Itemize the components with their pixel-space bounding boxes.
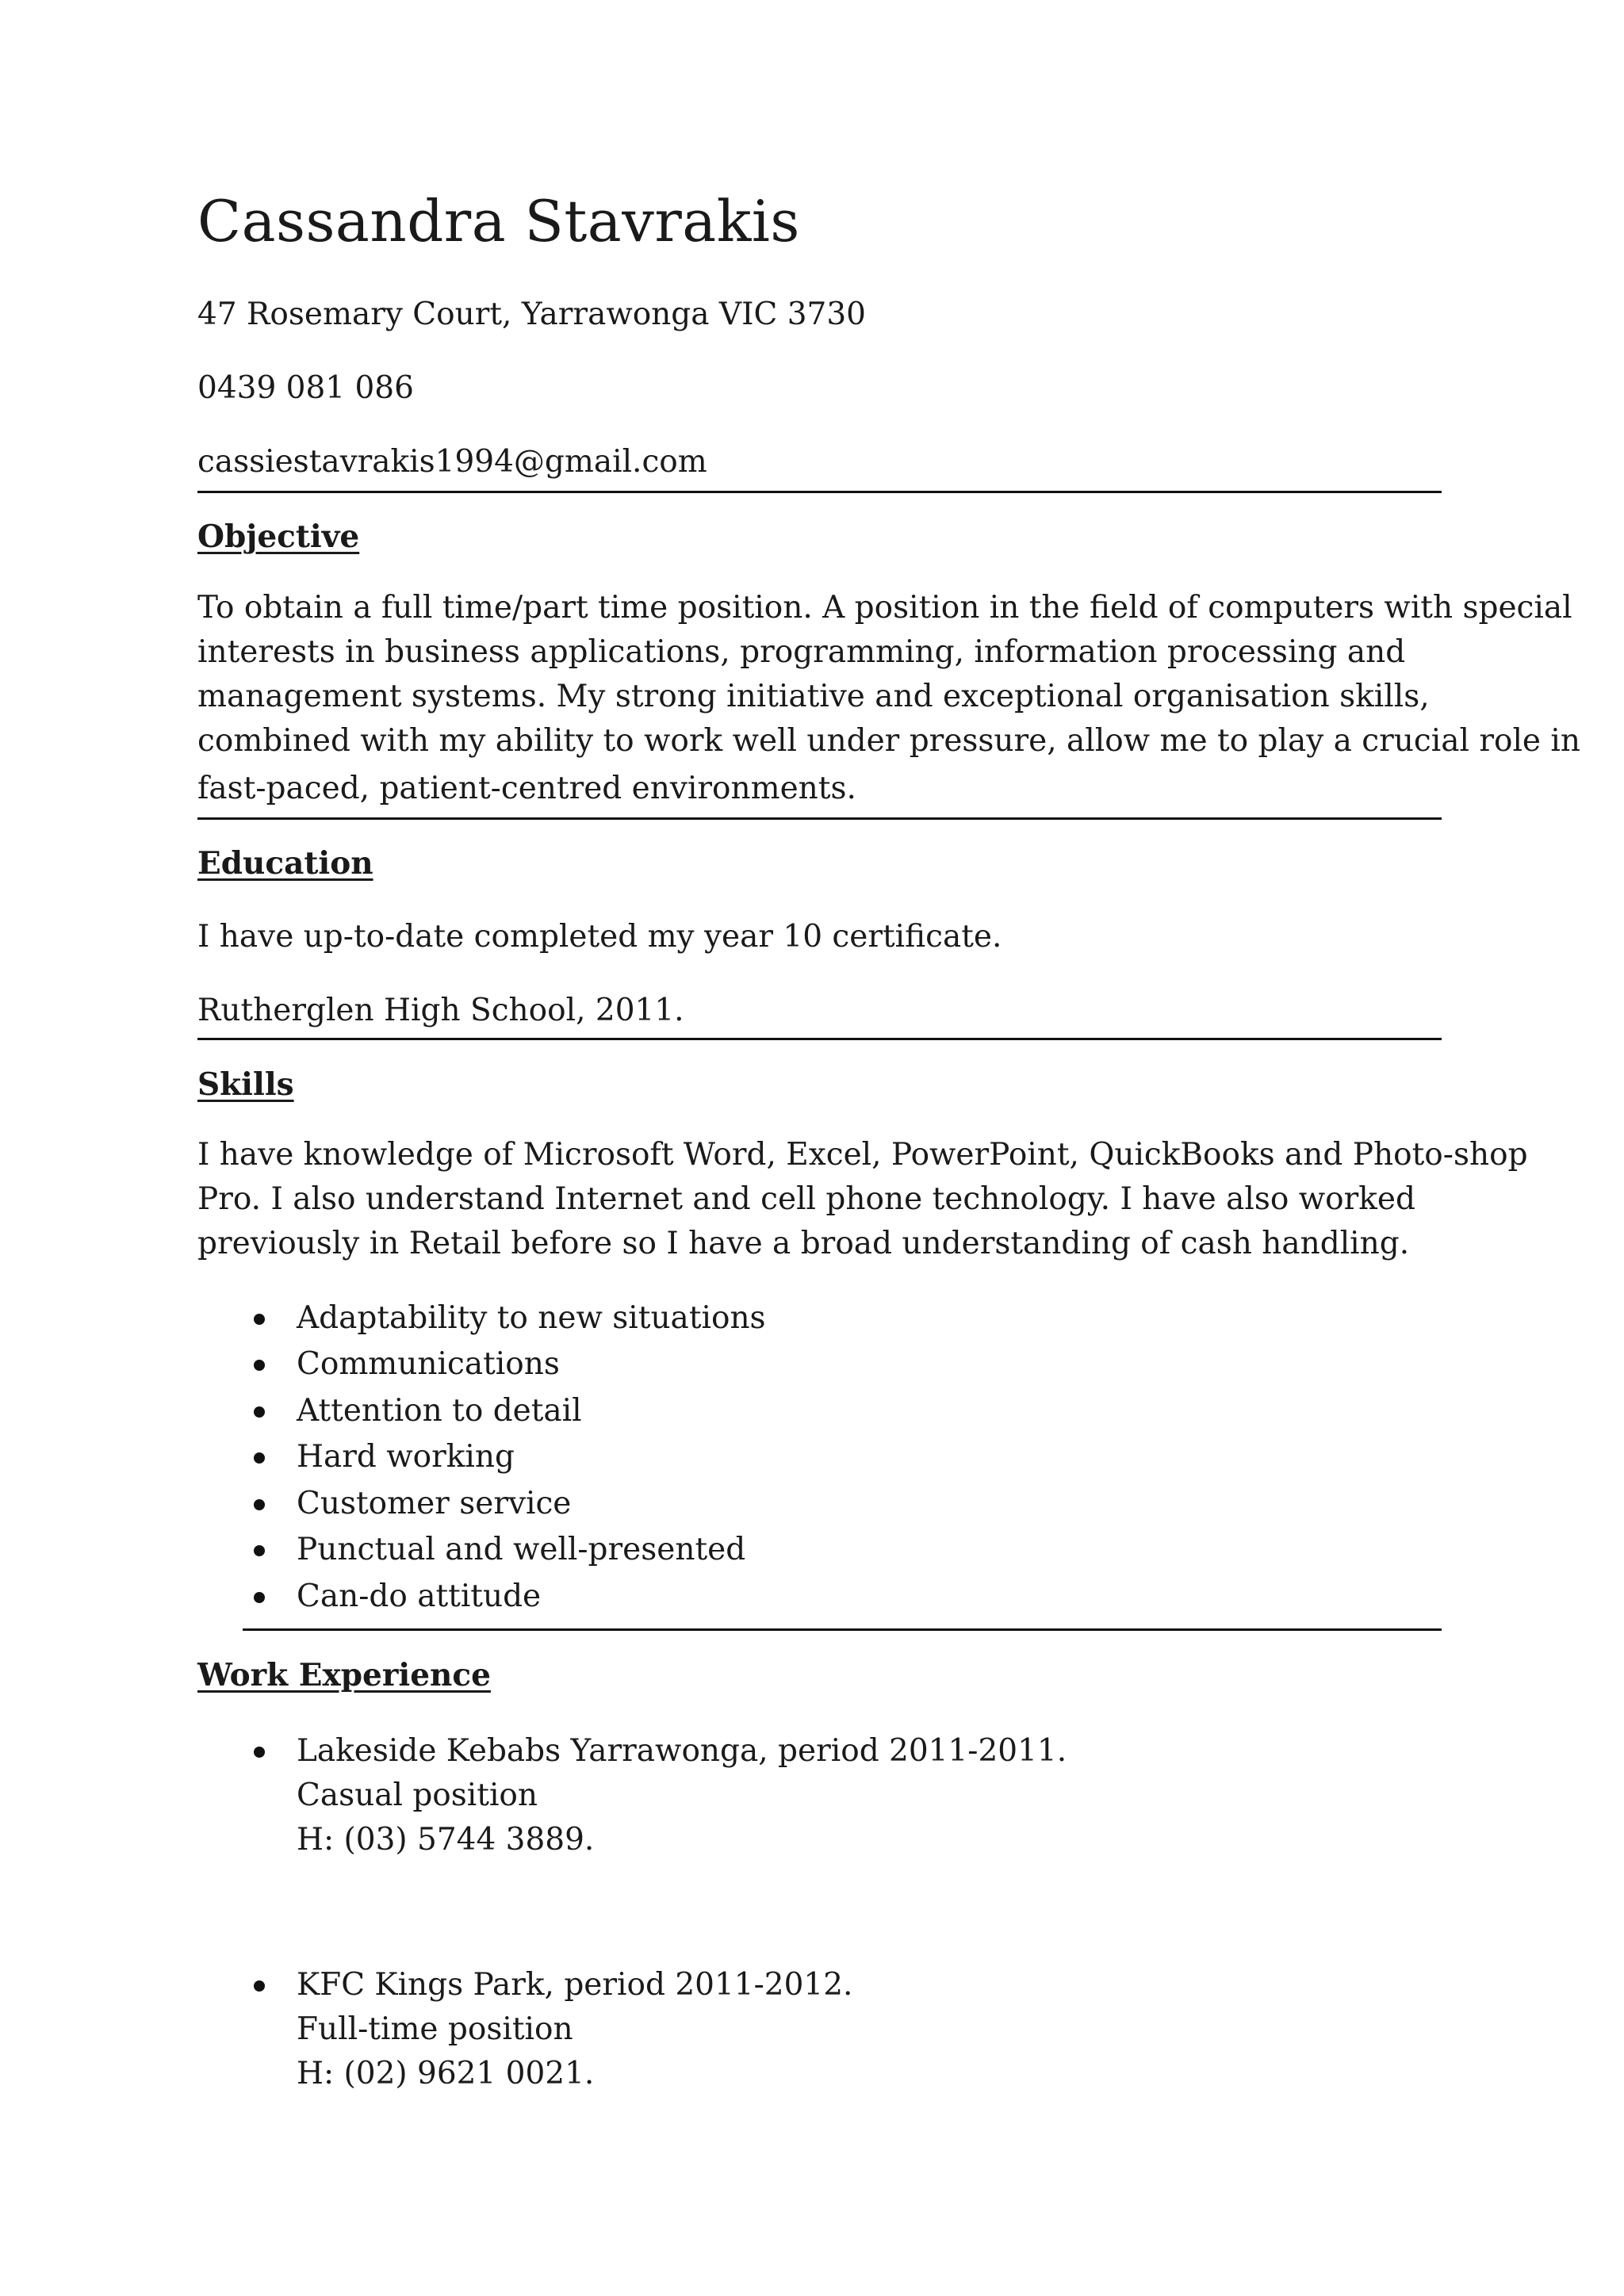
- objective-heading: Objective: [197, 519, 360, 555]
- bullet-icon: [254, 1314, 265, 1325]
- objective-line: combined with my ability to work well under pressure, allow me to play a crucial role in: [197, 723, 1580, 759]
- skill-item: Communications: [297, 1346, 560, 1382]
- skill-item: Punctual and well-presented: [297, 1532, 746, 1567]
- skill-item: Can-do attitude: [297, 1578, 542, 1614]
- objective-line: interests in business applications, programming, information processing and: [197, 634, 1406, 670]
- skills-line: Pro. I also understand Internet and cell phone technology. I have also worked: [197, 1181, 1415, 1217]
- bullet-icon: [254, 1499, 265, 1510]
- education-heading: Education: [197, 845, 373, 882]
- work-experience-heading: Work Experience: [197, 1657, 491, 1693]
- job-title: KFC Kings Park, period 2011-2012.: [297, 1967, 853, 2003]
- bullet-icon: [254, 1980, 265, 1992]
- applicant-name: Cassandra Stavrakis: [197, 188, 800, 254]
- bullet-icon: [254, 1360, 265, 1371]
- objective-line: To obtain a full time/part time position. A position in the field of computers with special: [197, 590, 1572, 626]
- skills-line: I have knowledge of Microsoft Word, Excel, PowerPoint, QuickBooks and Photo-shop: [197, 1137, 1528, 1173]
- skill-item: Customer service: [297, 1486, 572, 1521]
- address: 47 Rosemary Court, Yarrawonga VIC 3730: [197, 297, 866, 332]
- skills-line: previously in Retail before so I have a broad understanding of cash handling.: [197, 1226, 1410, 1261]
- bullet-icon: [254, 1747, 265, 1758]
- job-position: Casual position: [297, 1777, 538, 1813]
- skill-item: Attention to detail: [297, 1393, 582, 1429]
- bullet-icon: [254, 1545, 265, 1556]
- skill-item: Adaptability to new situations: [297, 1300, 766, 1336]
- section-divider: [243, 1628, 1442, 1631]
- education-school: Rutherglen High School, 2011.: [197, 993, 684, 1028]
- section-divider: [197, 491, 1442, 493]
- bullet-icon: [254, 1452, 265, 1464]
- skill-item: Hard working: [297, 1439, 515, 1475]
- job-phone: H: (02) 9621 0021.: [297, 2056, 595, 2091]
- bullet-icon: [254, 1406, 265, 1418]
- section-divider: [197, 1038, 1442, 1040]
- education-certificate: I have up-to-date completed my year 10 certificate.: [197, 919, 1002, 955]
- objective-line: fast-paced, patient-centred environments.: [197, 771, 856, 806]
- job-phone: H: (03) 5744 3889.: [297, 1822, 595, 1858]
- objective-line: management systems. My strong initiative and exceptional organisation skills,: [197, 679, 1430, 714]
- skills-heading: Skills: [197, 1066, 294, 1103]
- bullet-icon: [254, 1592, 265, 1603]
- job-title: Lakeside Kebabs Yarrawonga, period 2011-2011.: [297, 1733, 1067, 1769]
- email-address: cassiestavrakis1994@gmail.com: [197, 444, 707, 480]
- phone-number: 0439 081 086: [197, 370, 414, 406]
- section-divider: [197, 817, 1442, 820]
- job-position: Full-time position: [297, 2011, 573, 2047]
